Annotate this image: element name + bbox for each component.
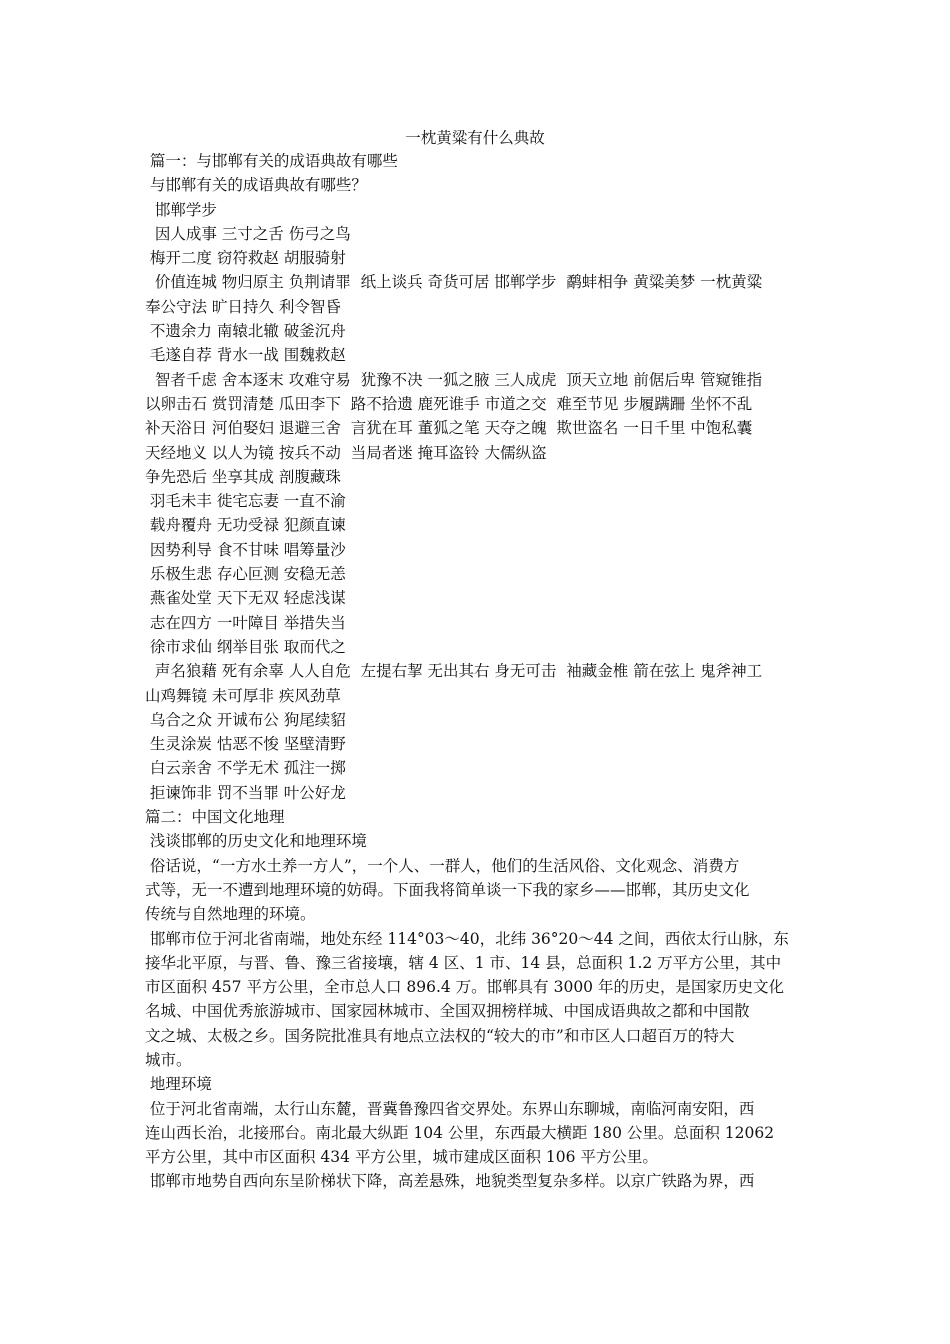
text-line: 与邯郸有关的成语典故有哪些？ xyxy=(145,176,367,195)
text-line: 接华北平原，与晋、鲁、豫三省接壤，辖 4 区、1 市、14 县，总面积 1.2 万平方公里，其中 xyxy=(145,953,782,972)
text-line: 因人成事 三寸之舌 伤弓之鸟 xyxy=(145,224,351,243)
document-title: 一枕黄粱有什么典故 xyxy=(405,129,545,147)
text-line: 智者千虑 舍本逐末 攻难守易 犹豫不决 一狐之腋 三人成虎 顶天立地 前倨后卑 管窥锥指 xyxy=(145,370,763,389)
text-line: 天经地义 以人为镜 按兵不动 当局者迷 掩耳盗铃 大儒纵盗 xyxy=(145,443,547,462)
text-line: 式等，无一不遭到地理环境的妨碍。下面我将简单谈一下我的家乡——邯郸，其历史文化 xyxy=(145,880,750,899)
text-line: 因势利导 食不甘味 唱筹量沙 xyxy=(145,540,346,559)
text-line: 山鸡舞镜 未可厚非 疾风劲草 xyxy=(145,686,341,705)
text-line: 毛遂自荐 背水一战 围魏救赵 xyxy=(145,346,346,365)
text-line: 邯郸市位于河北省南端，地处东经 114°03～40，北纬 36°20～44 之间，西依太行山脉，东 xyxy=(145,929,789,948)
document-body xyxy=(145,149,807,1194)
text-line: 浅谈邯郸的历史文化和地理环境 xyxy=(145,832,367,851)
text-line: 平方公里，其中市区面积 434 平方公里，城市建成区面积 106 平方公里。 xyxy=(145,1148,658,1167)
text-line: 邯郸学步 xyxy=(145,200,217,219)
text-line: 徐市求仙 纲举目张 取而代之 xyxy=(145,637,346,656)
text-line: 名城、中国优秀旅游城市、国家园林城市、全国双拥榜样城、中国成语典故之都和中国散 xyxy=(145,1002,750,1021)
text-line: 声名狼藉 死有余辜 人人自危 左提右挈 无出其右 身无可击 袖藏金椎 箭在弦上 鬼斧神工 xyxy=(145,662,763,681)
text-line: 志在四方 一叶障目 举措失当 xyxy=(145,613,346,632)
text-line: 地理环境 xyxy=(145,1075,212,1094)
text-line: 白云亲舍 不学无术 孤注一掷 xyxy=(145,759,346,778)
text-line: 传统与自然地理的环境。 xyxy=(145,905,316,924)
text-line: 位于河北省南端，太行山东麓，晋冀鲁豫四省交界处。东界山东聊城，南临河南安阳，西 xyxy=(145,1099,755,1118)
text-line: 连山西长治，北接邢台。南北最大纵距 104 公里，东西最大横距 180 公里。总面积 12062 xyxy=(145,1123,775,1142)
text-line: 以卵击石 赏罚清楚 瓜田李下 路不拾遗 鹿死谁手 市道之交 难至节见 步履蹒跚 坐怀不乱 xyxy=(145,394,753,413)
text-line: 不遗余力 南辕北辙 破釜沉舟 xyxy=(145,322,346,341)
text-line: 奉公守法 旷日持久 利令智昏 xyxy=(145,297,341,316)
text-line: 文之城、太极之乡。国务院批准具有地点立法权的“较大的市”和市区人口超百万的特大 xyxy=(145,1026,735,1045)
text-line: 梅开二度 窃符救赵 胡服骑射 xyxy=(145,249,346,268)
text-line: 补天浴日 河伯娶妇 退避三舍 言犹在耳 董狐之笔 天夺之魄 欺世盗名 一日千里 中饱私囊 xyxy=(145,419,753,438)
text-line: 争先恐后 坐享其成 剖腹藏珠 xyxy=(145,467,341,486)
text-line: 价值连城 物归原主 负荆请罪 纸上谈兵 奇货可居 邯郸学步 鹬蚌相争 黄粱美梦 一枕黄粱 xyxy=(145,273,763,292)
text-line: 拒谏饰非 罚不当罪 叶公好龙 xyxy=(145,783,346,802)
text-line: 俗话说，“一方水土养一方人”，一个人、一群人，他们的生活风俗、文化观念、消费方 xyxy=(145,856,740,875)
text-line: 市区面积 457 平方公里，全市总人口 896.4 万。邯郸具有 3000 年的历史，是国家历史文化 xyxy=(145,978,784,997)
text-line: 篇一：与邯郸有关的成语典故有哪些 xyxy=(145,152,398,170)
text-line: 城市。 xyxy=(145,1050,192,1069)
text-line: 乐极生悲 存心叵测 安稳无恙 xyxy=(145,565,346,584)
text-line: 生灵涂炭 怙恶不悛 坚壁清野 xyxy=(145,735,346,754)
text-line: 载舟覆舟 无功受禄 犯颜直谏 xyxy=(145,516,346,535)
text-line: 乌合之众 开诚布公 狗尾续貂 xyxy=(145,710,346,729)
text-line: 篇二：中国文化地理 xyxy=(145,808,285,827)
text-line: 燕雀处堂 天下无双 轻虑浅谋 xyxy=(145,589,346,608)
text-line: 邯郸市地势自西向东呈阶梯状下降，高差悬殊，地貌类型复杂多样。以京广铁路为界，西 xyxy=(145,1172,755,1191)
text-line: 羽毛未丰 徙宅忘妻 一直不渝 xyxy=(145,492,346,511)
